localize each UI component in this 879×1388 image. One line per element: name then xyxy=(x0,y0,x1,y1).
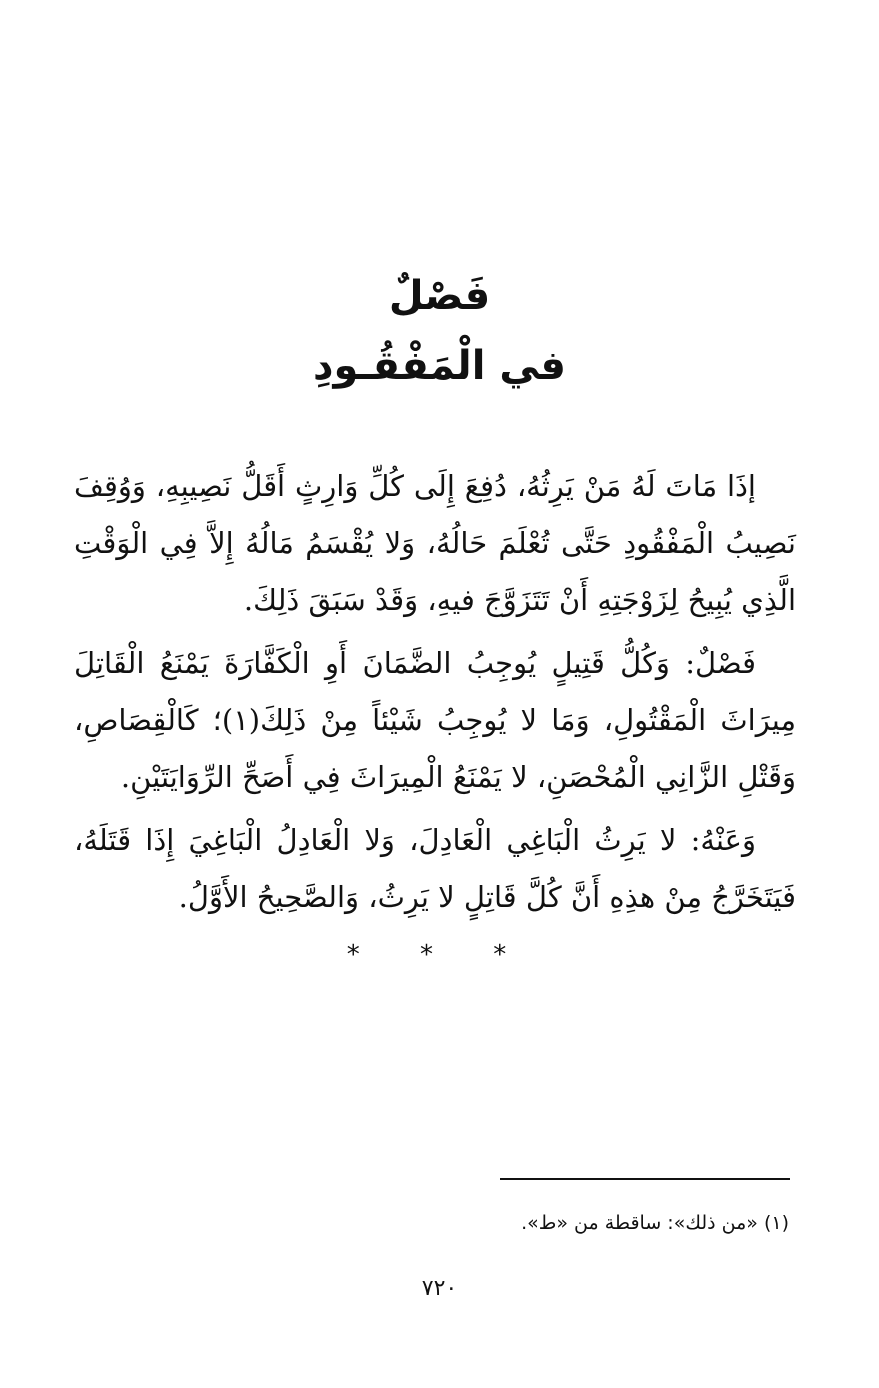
paragraph-2: فَصْلٌ: وَكُلُّ قَتِيلٍ يُوجِبُ الضَّمَانَ أَوِ الْكَفَّارَةَ يَمْنَعُ الْقَاتِلَ مِيرَاثَ الْمَقْتُولِ، وَمَا لا يُوجِبُ شَيْئاً مِنْ ذَلِكَ(١)؛ كَالْقِصَاصِ، وَقَتْلِ الزَّانِي الْمُحْصَنِ، لا يَمْنَعُ الْمِيرَاثَ فِي أَصَحِّ الرِّوَايَتَيْنِ. xyxy=(74,646,796,794)
footnote-divider xyxy=(500,1178,790,1180)
paragraph-3: وَعَنْهُ: لا يَرِثُ الْبَاغِي الْعَادِلَ، وَلا الْعَادِلُ الْبَاغِيَ إِذَا قَتَلَهُ، فَيَتَخَرَّجُ مِنْ هذِهِ أَنَّ كُلَّ قَاتِلٍ لا يَرِثُ، وَالصَّحِيحُ الأَوَّلُ. xyxy=(74,823,796,914)
paragraph-1: إذَا مَاتَ لَهُ مَنْ يَرِثُهُ، دُفِعَ إِلَى كُلِّ وَارِثٍ أَقَلُّ نَصِيبِهِ، وَوُقِفَ نَصِيبُ الْمَفْقُودِ حَتَّى تُعْلَمَ حَالُهُ، وَلا يُقْسَمُ مَالُهُ إِلاَّ فِي الْوَقْتِ الَّذِي يُبِيحُ لِزَوْجَتِهِ أَنْ تَتَزَوَّجَ فيهِ، وَقَدْ سَبَقَ ذَلِكَ. xyxy=(74,469,796,617)
footnote: (١) «من ذلك»: ساقطة من «ط». xyxy=(521,1212,789,1234)
page-number: ٧٢٠ xyxy=(421,1276,458,1301)
body-text xyxy=(74,458,796,932)
section-heading: فَصْلٌ xyxy=(388,273,491,319)
section-subheading: في الْمَفْقُـودِ xyxy=(313,343,566,389)
section-separator: * * * xyxy=(346,940,533,970)
